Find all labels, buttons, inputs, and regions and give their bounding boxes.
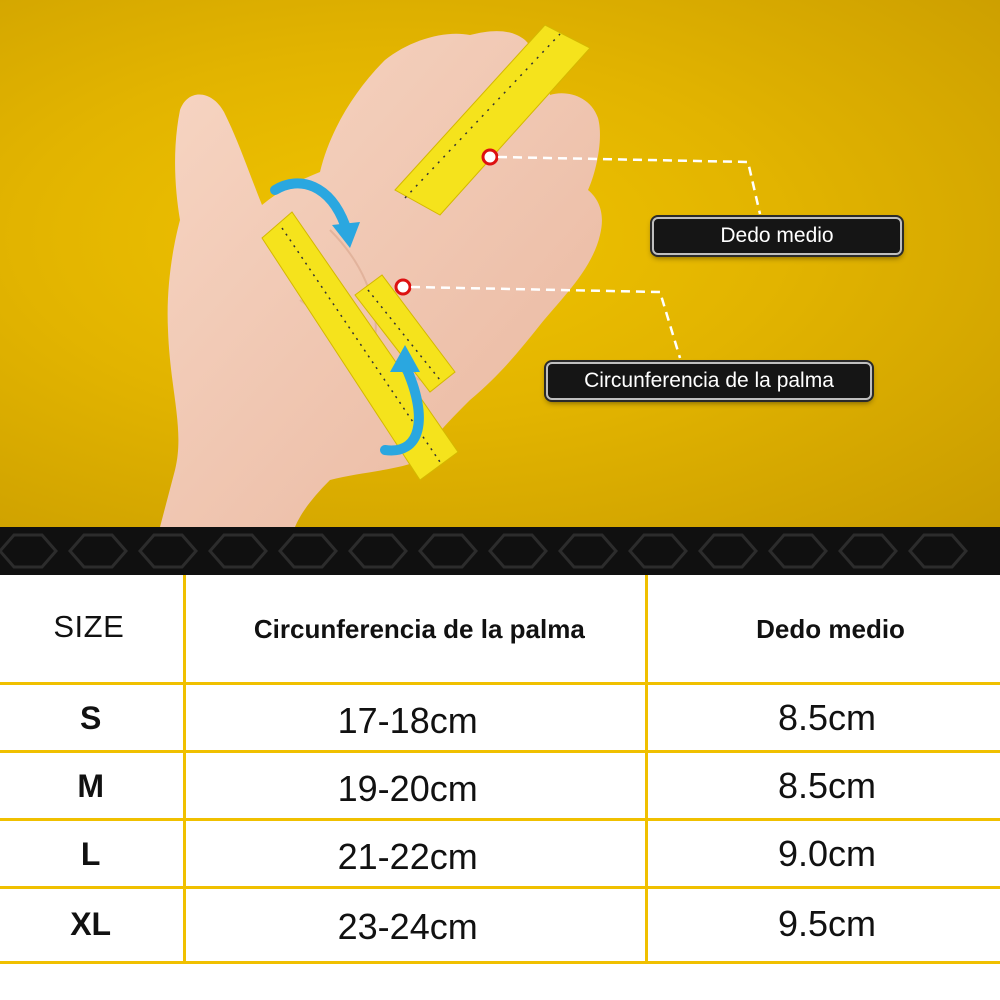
table-row [0,685,1000,751]
table-column-divider [183,575,186,964]
row-finger-value: 8.5cm [778,765,877,806]
table-divider [0,682,1000,685]
row-finger-value: 8.5cm [778,697,877,738]
row-size: L [80,835,101,872]
row-palm-value: 21-22cm [337,836,478,877]
size-chart-table [0,575,1000,1000]
row-finger-value: 9.0cm [778,833,877,874]
row-palm-value: 17-18cm [337,700,478,741]
palm-marker-icon [396,280,410,294]
row-palm-value: 19-20cm [337,768,478,809]
table-column-divider [645,575,648,964]
hexagon-band [0,527,1000,575]
table-divider [0,750,1000,753]
header-middle-finger: Dedo medio [756,613,905,644]
table-row [0,889,1000,959]
table-divider [0,961,1000,964]
hexagon-pattern [0,527,1000,575]
header-palm-circumference: Circunferencia de la palma [253,613,585,644]
row-size: S [79,699,102,736]
row-palm-value: 23-24cm [337,906,478,947]
row-size: XL [70,905,112,942]
table-divider [0,886,1000,889]
middle-finger-label: Dedo medio [652,217,902,255]
header-size: SIZE [53,609,125,644]
table-header-row [0,575,1000,683]
table-row [0,821,1000,887]
table-divider [0,818,1000,821]
table-row [0,753,1000,819]
row-size: M [77,767,104,804]
row-finger-value: 9.5cm [778,903,877,944]
middle-finger-marker-icon [483,150,497,164]
palm-circumference-label: Circunferencia de la palma [546,362,872,400]
